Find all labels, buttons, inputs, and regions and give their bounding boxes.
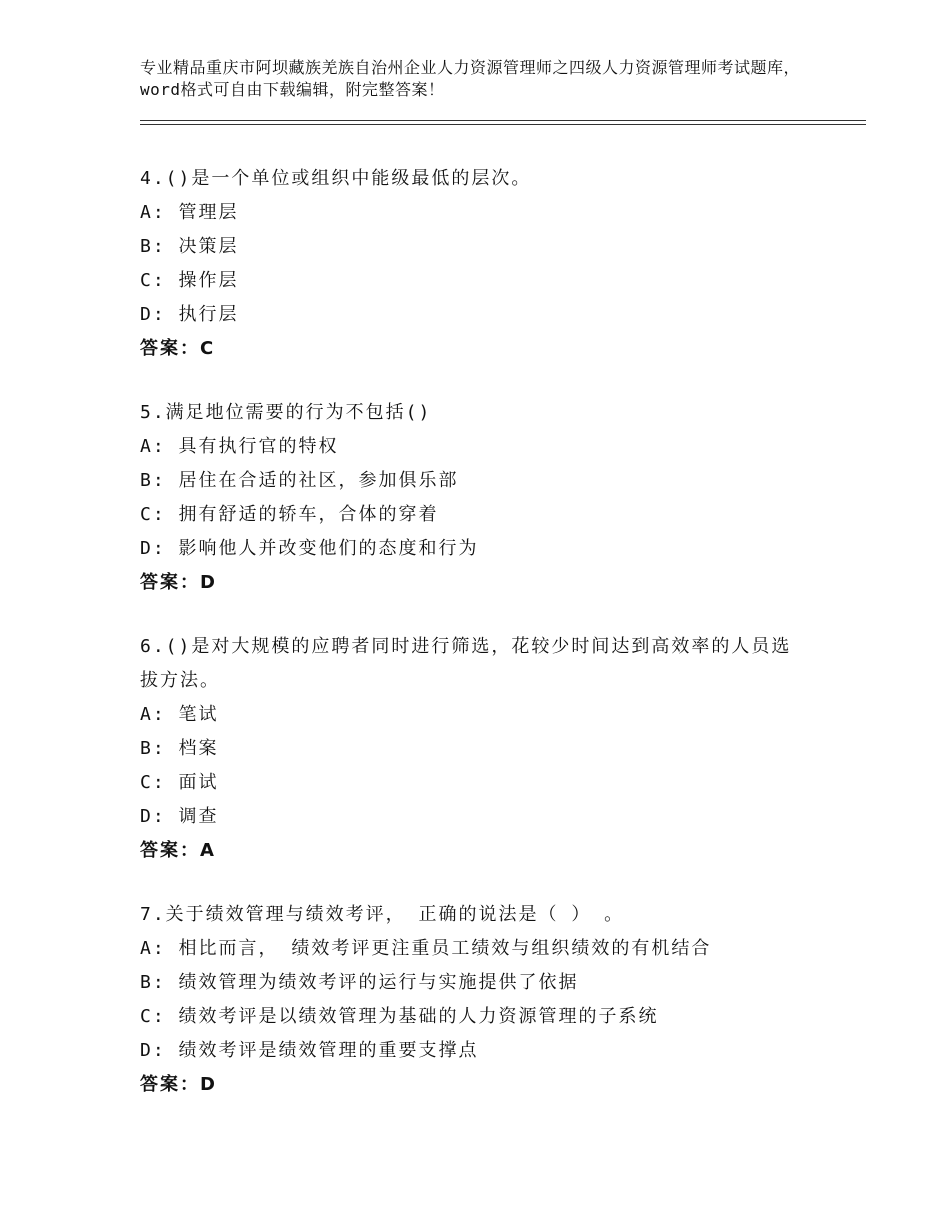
question-list bbox=[140, 162, 840, 1132]
option-a: A: 相比而言， 绩效考评更注重员工绩效与组织绩效的有机结合 bbox=[140, 938, 712, 959]
question-5 bbox=[140, 396, 840, 600]
answer-label: 答案：C bbox=[140, 338, 216, 359]
option-a: A: 笔试 bbox=[140, 704, 219, 725]
question-4 bbox=[140, 162, 840, 366]
answer-label: 答案：A bbox=[140, 840, 216, 861]
question-stem: 4.()是一个单位或组织中能级最低的层次。 bbox=[140, 168, 532, 189]
option-c: C: 操作层 bbox=[140, 270, 239, 291]
option-a: A: 具有执行官的特权 bbox=[140, 436, 339, 457]
question-7 bbox=[140, 898, 840, 1102]
option-b: B: 绩效管理为绩效考评的运行与实施提供了依据 bbox=[140, 972, 579, 993]
option-b: B: 决策层 bbox=[140, 236, 239, 257]
document-header: 专业精品重庆市阿坝藏族羌族自治州企业人力资源管理师之四级人力资源管理师考试题库，word格式可自由下载编辑，附完整答案！ bbox=[140, 58, 801, 99]
question-6 bbox=[140, 630, 840, 868]
answer-label: 答案：D bbox=[140, 572, 217, 593]
option-c: C: 面试 bbox=[140, 772, 219, 793]
option-d: D: 调查 bbox=[140, 806, 219, 827]
answer-label: 答案：D bbox=[140, 1074, 217, 1095]
option-c: C: 绩效考评是以绩效管理为基础的人力资源管理的子系统 bbox=[140, 1006, 659, 1027]
option-d: D: 执行层 bbox=[140, 304, 239, 325]
option-b: B: 居住在合适的社区，参加俱乐部 bbox=[140, 470, 459, 491]
option-a: A: 管理层 bbox=[140, 202, 239, 223]
question-stem: 6.()是对大规模的应聘者同时进行筛选，花较少时间达到高效率的人员选拔方法。 bbox=[140, 636, 792, 691]
question-stem: 5.满足地位需要的行为不包括() bbox=[140, 402, 432, 423]
header-rule-bottom bbox=[140, 124, 866, 125]
question-stem: 7.关于绩效管理与绩效考评， 正确的说法是（ ） 。 bbox=[140, 904, 625, 925]
header-rule-top bbox=[140, 120, 866, 121]
option-c: C: 拥有舒适的轿车，合体的穿着 bbox=[140, 504, 439, 525]
option-b: B: 档案 bbox=[140, 738, 219, 759]
option-d: D: 绩效考评是绩效管理的重要支撑点 bbox=[140, 1040, 479, 1061]
option-d: D: 影响他人并改变他们的态度和行为 bbox=[140, 538, 479, 559]
